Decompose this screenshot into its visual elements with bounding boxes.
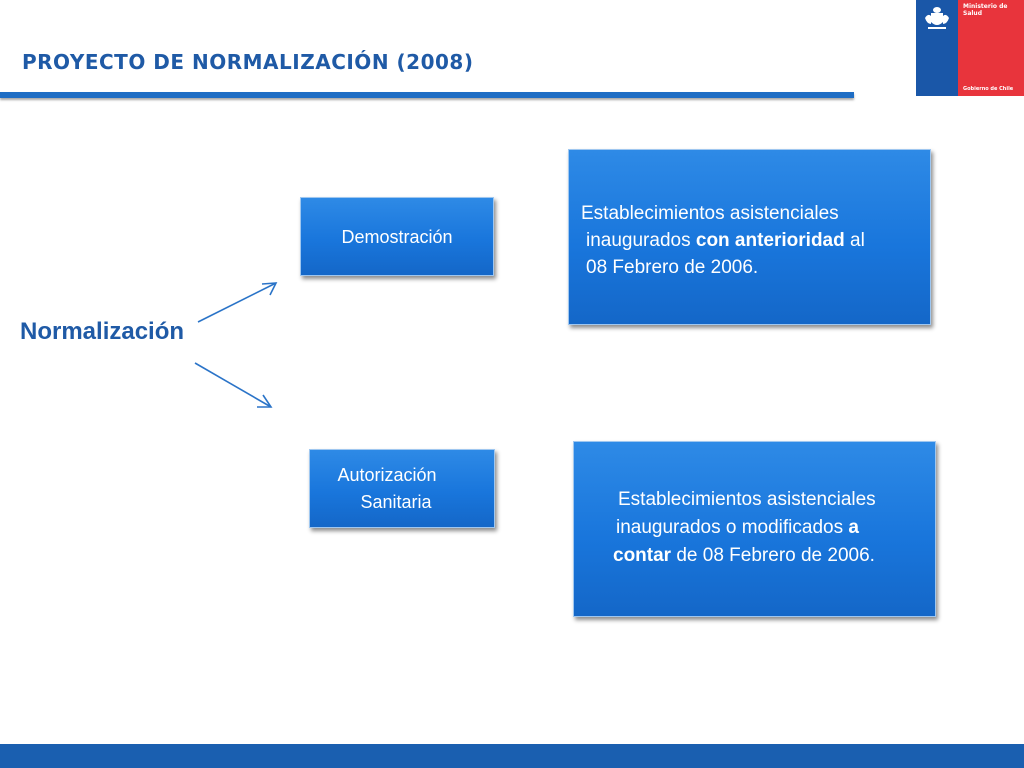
footer-bar — [0, 744, 1024, 768]
arrow-to-demostracion — [198, 283, 276, 322]
logo-name-line2: Salud — [963, 10, 982, 17]
desc2-line1: Establecimientos asistenciales — [618, 489, 876, 510]
logo-ministry-name — [963, 3, 1023, 17]
desc1-line1: Establecimientos asistenciales — [581, 203, 839, 224]
desc2-line3: contar de 08 Febrero de 2006. — [613, 545, 875, 566]
root-node-label: Normalización — [20, 318, 185, 345]
page-title: PROYECTO DE NORMALIZACIÓN (2008) — [22, 50, 474, 74]
desc1-line2: inaugurados con anterioridad al — [586, 230, 865, 251]
node-autorizacion-description — [573, 441, 936, 617]
coat-of-arms-icon — [923, 4, 951, 32]
logo-government: Gobierno de Chile — [963, 86, 1014, 92]
desc1-line3: 08 Febrero de 2006. — [586, 257, 759, 278]
node-demostracion-description — [568, 149, 931, 325]
node-autorizacion-label-line1: Autorización — [337, 465, 437, 485]
ministry-logo — [916, 0, 1024, 96]
arrow-to-autorizacion — [195, 363, 271, 407]
desc2-line2: inaugurados o modificados a — [616, 517, 859, 538]
node-autorizacion-label-line2: Sanitaria — [360, 492, 432, 512]
node-demostracion-label: Demostración — [341, 227, 453, 247]
node-autorizacion-sanitaria — [309, 449, 495, 528]
node-demostracion — [300, 197, 494, 276]
title-underline — [0, 92, 854, 98]
logo-name-line1: Ministerio de — [963, 3, 1008, 10]
